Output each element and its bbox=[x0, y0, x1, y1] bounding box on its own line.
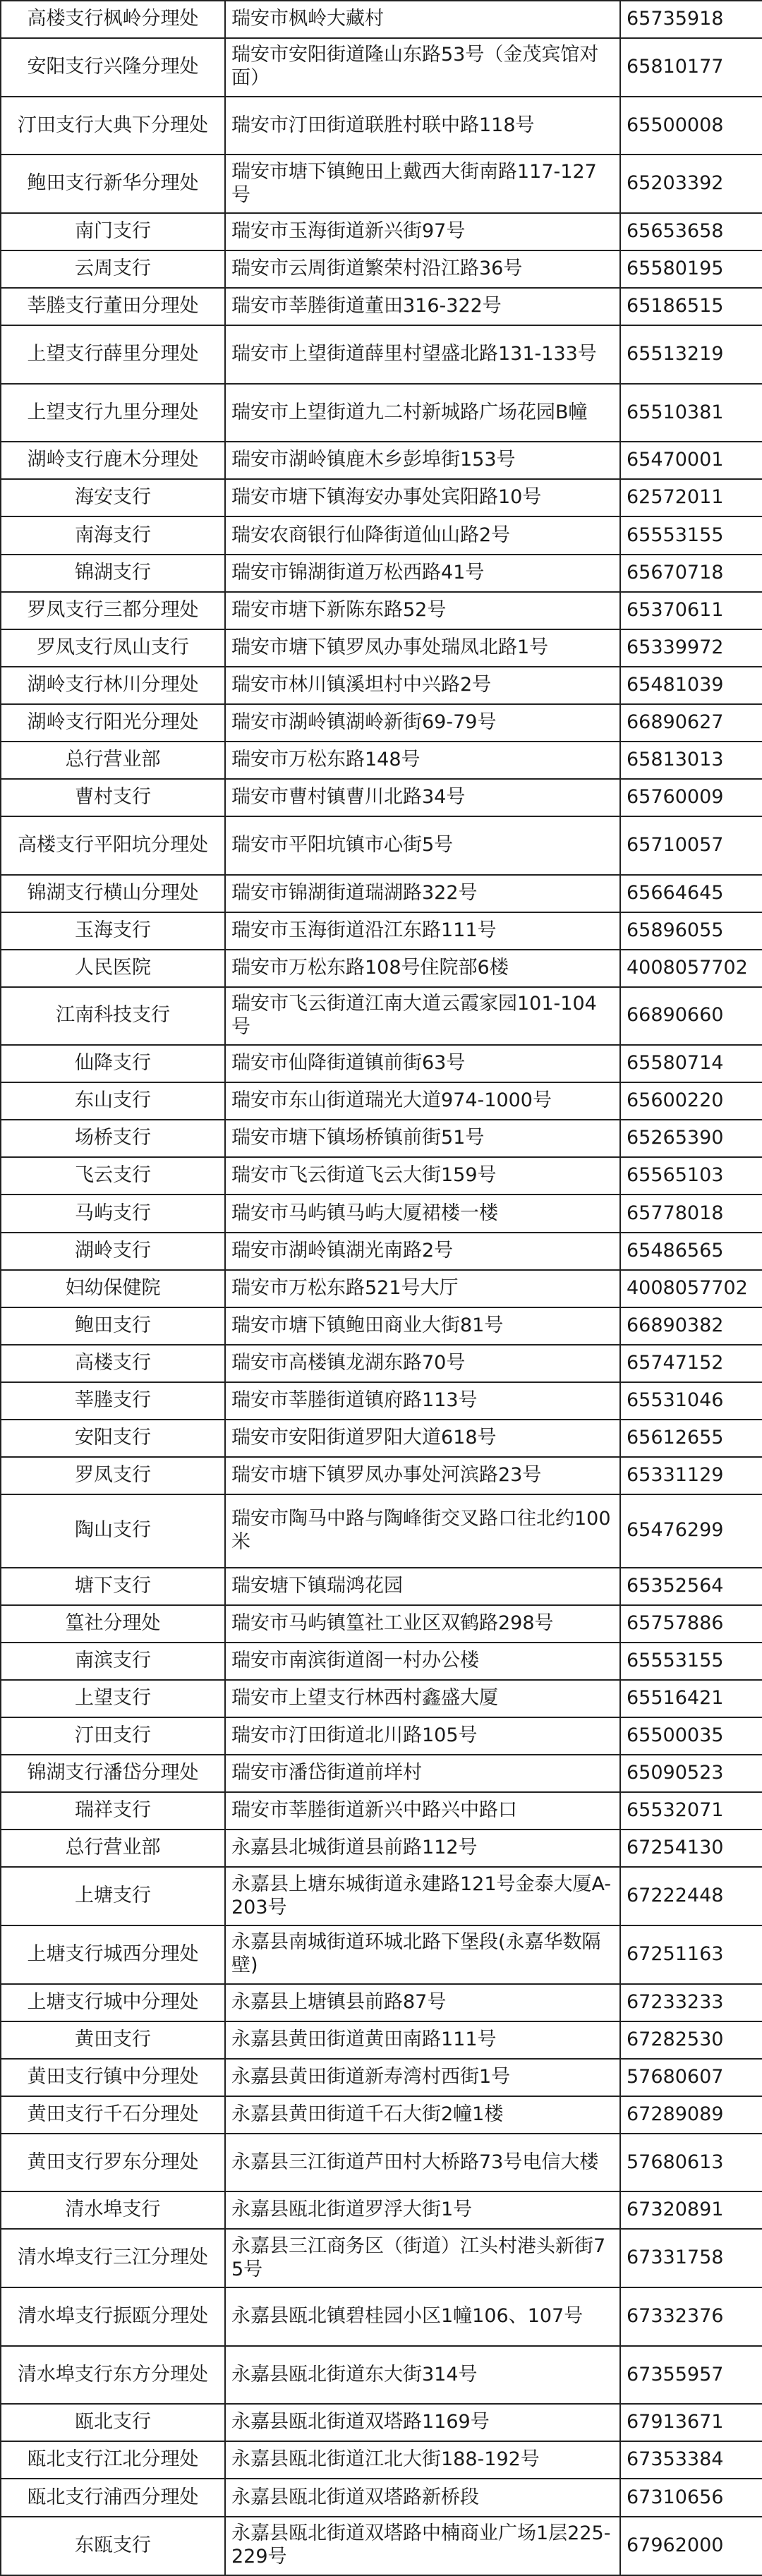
branch-phone: 65486565 bbox=[620, 1233, 762, 1270]
branch-phone: 65476299 bbox=[620, 1494, 762, 1568]
branch-address: 瑞安市东山街道瑞光大道974-1000号 bbox=[225, 1082, 620, 1120]
branch-name: 锦湖支行横山分理处 bbox=[1, 875, 225, 912]
branch-phone: 65500008 bbox=[620, 97, 762, 155]
branch-phone: 67332376 bbox=[620, 2287, 762, 2346]
branch-name: 高楼支行枫岭分理处 bbox=[1, 1, 225, 38]
branch-name: 高楼支行平阳坑分理处 bbox=[1, 816, 225, 875]
branch-phone: 65813013 bbox=[620, 742, 762, 779]
table-row bbox=[1, 1157, 762, 1195]
branch-phone: 65516421 bbox=[620, 1680, 762, 1717]
branch-name: 篁社分理处 bbox=[1, 1605, 225, 1643]
branch-name: 鲍田支行新华分理处 bbox=[1, 155, 225, 213]
branch-name: 玉海支行 bbox=[1, 912, 225, 950]
branch-phone: 67222448 bbox=[620, 1867, 762, 1925]
branch-phone: 65339972 bbox=[620, 629, 762, 667]
branch-phone: 67353384 bbox=[620, 2441, 762, 2479]
branch-address: 瑞安市塘下镇场桥镇前街51号 bbox=[225, 1120, 620, 1157]
branch-phone: 65510381 bbox=[620, 384, 762, 442]
branch-phone: 4008057702 bbox=[620, 950, 762, 987]
branch-phone: 65778018 bbox=[620, 1195, 762, 1232]
table-row bbox=[1, 1195, 762, 1232]
branch-address: 瑞安市汀田街道北川路105号 bbox=[225, 1717, 620, 1755]
branch-phone: 65553155 bbox=[620, 516, 762, 554]
branch-phone: 67282530 bbox=[620, 2021, 762, 2059]
table-row bbox=[1, 97, 762, 155]
branch-name: 马屿支行 bbox=[1, 1195, 225, 1232]
branch-name: 云周支行 bbox=[1, 250, 225, 288]
branch-phone: 67913671 bbox=[620, 2404, 762, 2441]
table-row bbox=[1, 442, 762, 479]
branch-phone: 65735918 bbox=[620, 1, 762, 38]
branch-phone: 65896055 bbox=[620, 912, 762, 950]
branch-address: 永嘉县三江街道芦田村大桥路73号电信大楼 bbox=[225, 2134, 620, 2192]
table-row bbox=[1, 2479, 762, 2516]
table-row bbox=[1, 1605, 762, 1643]
branch-address: 瑞安市莘塍街道董田316-322号 bbox=[225, 288, 620, 325]
branch-address: 瑞安市莘塍街道新兴中路兴中路口 bbox=[225, 1792, 620, 1830]
branch-phone: 65090523 bbox=[620, 1755, 762, 1792]
table-row bbox=[1, 38, 762, 97]
branch-name: 海安支行 bbox=[1, 479, 225, 516]
branch-address: 瑞安市塘下镇鲍田商业大街81号 bbox=[225, 1307, 620, 1345]
branch-address: 永嘉县黄田街道黄田南路111号 bbox=[225, 2021, 620, 2059]
branch-name: 瓯北支行 bbox=[1, 2404, 225, 2441]
branch-address: 瑞安市汀田街道联胜村联中路118号 bbox=[225, 97, 620, 155]
branch-address: 永嘉县南城街道环城北路下堡段(永嘉华数隔壁) bbox=[225, 1925, 620, 1984]
table-row bbox=[1, 1792, 762, 1830]
table-row bbox=[1, 950, 762, 987]
branch-name: 上望支行薛里分理处 bbox=[1, 325, 225, 384]
branch-name: 罗凤支行三都分理处 bbox=[1, 592, 225, 629]
branch-name: 总行营业部 bbox=[1, 1830, 225, 1867]
branch-address: 瑞安市湖岭镇湖岭新街69-79号 bbox=[225, 704, 620, 742]
branch-phone: 65203392 bbox=[620, 155, 762, 213]
branch-name: 妇幼保健院 bbox=[1, 1270, 225, 1307]
table-row bbox=[1, 667, 762, 704]
branch-phone: 67310656 bbox=[620, 2479, 762, 2516]
branch-phone: 67962000 bbox=[620, 2517, 762, 2575]
table-row bbox=[1, 1382, 762, 1420]
branch-phone: 4008057702 bbox=[620, 1270, 762, 1307]
branch-address: 瑞安市曹村镇曹川北路34号 bbox=[225, 779, 620, 816]
branch-name: 清水埠支行振瓯分理处 bbox=[1, 2287, 225, 2346]
branch-name: 黄田支行 bbox=[1, 2021, 225, 2059]
table-row bbox=[1, 1270, 762, 1307]
branch-address: 永嘉县黄田街道千石大街2幢1楼 bbox=[225, 2096, 620, 2134]
branch-phone: 66890627 bbox=[620, 704, 762, 742]
table-row bbox=[1, 1717, 762, 1755]
branch-phone: 65186515 bbox=[620, 288, 762, 325]
branch-address: 瑞安市塘下镇罗凤办事处河滨路23号 bbox=[225, 1457, 620, 1494]
branch-phone: 65670718 bbox=[620, 555, 762, 592]
branch-phone: 65532071 bbox=[620, 1792, 762, 1830]
branch-address: 瑞安市上望街道九二村新城路广场花园B幢 bbox=[225, 384, 620, 442]
branch-name: 高楼支行 bbox=[1, 1345, 225, 1382]
branch-address: 永嘉县瓯北街道双塔路新桥段 bbox=[225, 2479, 620, 2516]
table-row bbox=[1, 1494, 762, 1568]
branch-address: 瑞安市玉海街道沿江东路111号 bbox=[225, 912, 620, 950]
branch-address: 瑞安市马屿镇马屿大厦裙楼一楼 bbox=[225, 1195, 620, 1232]
table-row bbox=[1, 704, 762, 742]
branch-address: 永嘉县瓯北街道罗浮大街1号 bbox=[225, 2191, 620, 2229]
branch-name: 陶山支行 bbox=[1, 1494, 225, 1568]
branch-name: 罗凤支行 bbox=[1, 1457, 225, 1494]
branch-address: 永嘉县上塘东城街道永建路121号金泰大厦A-203号 bbox=[225, 1867, 620, 1925]
branch-address: 永嘉县北城街道县前路112号 bbox=[225, 1830, 620, 1867]
branch-name: 罗凤支行凤山支行 bbox=[1, 629, 225, 667]
table-row bbox=[1, 2059, 762, 2096]
branch-phone: 67355957 bbox=[620, 2346, 762, 2405]
branch-name: 锦湖支行潘岱分理处 bbox=[1, 1755, 225, 1792]
branch-phone: 65565103 bbox=[620, 1157, 762, 1195]
branch-name: 黄田支行千石分理处 bbox=[1, 2096, 225, 2134]
table-row bbox=[1, 1233, 762, 1270]
branch-name: 湖岭支行 bbox=[1, 1233, 225, 1270]
branch-address: 瑞安市锦湖街道瑞湖路322号 bbox=[225, 875, 620, 912]
branch-address: 瑞安市高楼镇龙湖东路70号 bbox=[225, 1345, 620, 1382]
table-row bbox=[1, 1984, 762, 2021]
branch-address: 永嘉县瓯北街道双塔路1169号 bbox=[225, 2404, 620, 2441]
table-row bbox=[1, 1830, 762, 1867]
branch-address: 瑞安市安阳街道罗阳大道618号 bbox=[225, 1420, 620, 1457]
branch-address: 永嘉县瓯北街道双塔路中楠商业广场1层225-229号 bbox=[225, 2517, 620, 2575]
branch-name: 瓯北支行浦西分理处 bbox=[1, 2479, 225, 2516]
table-row bbox=[1, 1420, 762, 1457]
table-row bbox=[1, 816, 762, 875]
branch-name: 场桥支行 bbox=[1, 1120, 225, 1157]
branch-address: 瑞安市塘下镇鲍田上戴西大街南路117-127号 bbox=[225, 155, 620, 213]
table-row bbox=[1, 1643, 762, 1680]
branch-phone: 65553155 bbox=[620, 1643, 762, 1680]
branch-address: 瑞安市陶马中路与陶峰街交叉路口往北约100米 bbox=[225, 1494, 620, 1568]
table-row bbox=[1, 516, 762, 554]
branch-phone: 65370611 bbox=[620, 592, 762, 629]
branch-name: 上塘支行城西分理处 bbox=[1, 1925, 225, 1984]
table-row bbox=[1, 2517, 762, 2575]
branch-address: 瑞安市马屿镇篁社工业区双鹤路298号 bbox=[225, 1605, 620, 1643]
table-row bbox=[1, 629, 762, 667]
table-row bbox=[1, 1120, 762, 1157]
branch-phone: 65531046 bbox=[620, 1382, 762, 1420]
table-row bbox=[1, 555, 762, 592]
table-row bbox=[1, 1345, 762, 1382]
branch-address: 瑞安市飞云街道飞云大街159号 bbox=[225, 1157, 620, 1195]
table-row bbox=[1, 1925, 762, 1984]
branch-phone: 62572011 bbox=[620, 479, 762, 516]
branch-name: 莘塍支行 bbox=[1, 1382, 225, 1420]
branch-address: 瑞安市塘下镇罗凤办事处瑞凤北路1号 bbox=[225, 629, 620, 667]
branch-name: 飞云支行 bbox=[1, 1157, 225, 1195]
branch-name: 总行营业部 bbox=[1, 742, 225, 779]
branch-name: 南门支行 bbox=[1, 213, 225, 250]
branch-phone: 65653658 bbox=[620, 213, 762, 250]
table-row bbox=[1, 250, 762, 288]
branch-name: 仙降支行 bbox=[1, 1045, 225, 1082]
branch-phone: 67251163 bbox=[620, 1925, 762, 1984]
branch-address: 瑞安市玉海街道新兴街97号 bbox=[225, 213, 620, 250]
branch-phone: 57680613 bbox=[620, 2134, 762, 2192]
table-row bbox=[1, 1680, 762, 1717]
branch-phone: 65612655 bbox=[620, 1420, 762, 1457]
branch-address: 瑞安市林川镇溪坦村中兴路2号 bbox=[225, 667, 620, 704]
branch-address: 瑞安市枫岭大藏村 bbox=[225, 1, 620, 38]
branch-phone: 65500035 bbox=[620, 1717, 762, 1755]
table-row bbox=[1, 2021, 762, 2059]
branch-phone: 65580714 bbox=[620, 1045, 762, 1082]
table-row bbox=[1, 2096, 762, 2134]
table-row bbox=[1, 1867, 762, 1925]
branch-address: 瑞安市潘岱街道前垟村 bbox=[225, 1755, 620, 1792]
branch-name: 湖岭支行鹿木分理处 bbox=[1, 442, 225, 479]
branch-phone: 67233233 bbox=[620, 1984, 762, 2021]
branch-phone: 65710057 bbox=[620, 816, 762, 875]
table-row bbox=[1, 1457, 762, 1494]
branch-name: 瓯北支行江北分理处 bbox=[1, 2441, 225, 2479]
branch-phone: 65352564 bbox=[620, 1568, 762, 1605]
branch-table-body bbox=[1, 1, 762, 2575]
branch-address: 瑞安市南滨街道阁一村办公楼 bbox=[225, 1643, 620, 1680]
table-row bbox=[1, 1082, 762, 1120]
branch-name: 汀田支行 bbox=[1, 1717, 225, 1755]
branch-phone: 65757886 bbox=[620, 1605, 762, 1643]
branch-address: 永嘉县上塘镇县前路87号 bbox=[225, 1984, 620, 2021]
branch-address: 瑞安市万松东路108号住院部6楼 bbox=[225, 950, 620, 987]
branch-phone: 65331129 bbox=[620, 1457, 762, 1494]
branch-address: 瑞安市塘下镇海安办事处宾阳路10号 bbox=[225, 479, 620, 516]
branch-name: 安阳支行兴隆分理处 bbox=[1, 38, 225, 97]
branch-name: 清水埠支行 bbox=[1, 2191, 225, 2229]
branch-phone: 65600220 bbox=[620, 1082, 762, 1120]
branch-name: 上望支行九里分理处 bbox=[1, 384, 225, 442]
branch-phone: 65481039 bbox=[620, 667, 762, 704]
branch-name: 塘下支行 bbox=[1, 1568, 225, 1605]
branch-address: 瑞安市云周街道繁荣村沿江路36号 bbox=[225, 250, 620, 288]
branch-address: 瑞安塘下镇瑞鸿花园 bbox=[225, 1568, 620, 1605]
branch-address: 瑞安市上望支行林西村鑫盛大厦 bbox=[225, 1680, 620, 1717]
branch-address: 永嘉县瓯北镇碧桂园小区1幢106、107号 bbox=[225, 2287, 620, 2346]
branch-name: 黄田支行镇中分理处 bbox=[1, 2059, 225, 2096]
branch-address: 瑞安市仙降街道镇前街63号 bbox=[225, 1045, 620, 1082]
table-row bbox=[1, 384, 762, 442]
table-row bbox=[1, 325, 762, 384]
branch-name: 安阳支行 bbox=[1, 1420, 225, 1457]
branch-address: 瑞安市安阳街道隆山东路53号（金茂宾馆对面） bbox=[225, 38, 620, 97]
table-row bbox=[1, 2191, 762, 2229]
table-row bbox=[1, 1307, 762, 1345]
table-row bbox=[1, 742, 762, 779]
branch-phone: 65265390 bbox=[620, 1120, 762, 1157]
branch-name: 瑞祥支行 bbox=[1, 1792, 225, 1830]
branch-name: 南海支行 bbox=[1, 516, 225, 554]
branch-phone: 67331758 bbox=[620, 2229, 762, 2287]
branch-phone: 66890660 bbox=[620, 987, 762, 1046]
branch-address: 瑞安市湖岭镇鹿木乡彭埠街153号 bbox=[225, 442, 620, 479]
branch-name: 清水埠支行东方分理处 bbox=[1, 2346, 225, 2405]
branch-address: 瑞安市湖岭镇湖光南路2号 bbox=[225, 1233, 620, 1270]
branch-name: 东瓯支行 bbox=[1, 2517, 225, 2575]
branch-phone: 65580195 bbox=[620, 250, 762, 288]
table-row bbox=[1, 1568, 762, 1605]
table-row bbox=[1, 912, 762, 950]
table-row bbox=[1, 592, 762, 629]
branch-phone: 65760009 bbox=[620, 779, 762, 816]
branch-name: 南滨支行 bbox=[1, 1643, 225, 1680]
branch-phone: 65513219 bbox=[620, 325, 762, 384]
branch-phone: 67254130 bbox=[620, 1830, 762, 1867]
branch-name: 锦湖支行 bbox=[1, 555, 225, 592]
branch-address: 瑞安市塘下新陈东路52号 bbox=[225, 592, 620, 629]
table-row bbox=[1, 479, 762, 516]
branch-name: 汀田支行大典下分理处 bbox=[1, 97, 225, 155]
table-row bbox=[1, 2229, 762, 2287]
branch-phone: 67289089 bbox=[620, 2096, 762, 2134]
branch-address: 永嘉县黄田街道新寿湾村西街1号 bbox=[225, 2059, 620, 2096]
branch-phone: 65664645 bbox=[620, 875, 762, 912]
table-row bbox=[1, 2287, 762, 2346]
table-row bbox=[1, 288, 762, 325]
branch-name: 江南科技支行 bbox=[1, 987, 225, 1046]
branch-name: 黄田支行罗东分理处 bbox=[1, 2134, 225, 2192]
branch-name: 湖岭支行阳光分理处 bbox=[1, 704, 225, 742]
branch-name: 莘塍支行董田分理处 bbox=[1, 288, 225, 325]
table-row bbox=[1, 1755, 762, 1792]
branch-address: 瑞安市上望街道薛里村望盛北路131-133号 bbox=[225, 325, 620, 384]
branch-address: 永嘉县瓯北街道江北大街188-192号 bbox=[225, 2441, 620, 2479]
table-row bbox=[1, 1, 762, 38]
branch-name: 人民医院 bbox=[1, 950, 225, 987]
branch-name: 上塘支行城中分理处 bbox=[1, 1984, 225, 2021]
table-row bbox=[1, 875, 762, 912]
table-row bbox=[1, 987, 762, 1046]
table-row bbox=[1, 213, 762, 250]
branch-name: 上望支行 bbox=[1, 1680, 225, 1717]
branch-address: 瑞安市万松东路521号大厅 bbox=[225, 1270, 620, 1307]
branch-address: 瑞安市锦湖街道万松西路41号 bbox=[225, 555, 620, 592]
table-row bbox=[1, 2134, 762, 2192]
branch-address: 瑞安市飞云街道江南大道云霞家园101-104号 bbox=[225, 987, 620, 1046]
branch-address: 永嘉县瓯北街道东大街314号 bbox=[225, 2346, 620, 2405]
branch-address: 永嘉县三江商务区（街道）江头村港头新街75号 bbox=[225, 2229, 620, 2287]
branch-phone: 66890382 bbox=[620, 1307, 762, 1345]
table-row bbox=[1, 2404, 762, 2441]
branch-name: 清水埠支行三江分理处 bbox=[1, 2229, 225, 2287]
table-row bbox=[1, 1045, 762, 1082]
branch-address: 瑞安市万松东路148号 bbox=[225, 742, 620, 779]
branch-phone: 65470001 bbox=[620, 442, 762, 479]
branch-name: 曹村支行 bbox=[1, 779, 225, 816]
branch-phone: 65747152 bbox=[620, 1345, 762, 1382]
branch-phone: 57680607 bbox=[620, 2059, 762, 2096]
table-row bbox=[1, 2441, 762, 2479]
branch-name: 东山支行 bbox=[1, 1082, 225, 1120]
branch-name: 鲍田支行 bbox=[1, 1307, 225, 1345]
branch-name: 上塘支行 bbox=[1, 1867, 225, 1925]
table-row bbox=[1, 779, 762, 816]
branch-name: 湖岭支行林川分理处 bbox=[1, 667, 225, 704]
branch-phone: 67320891 bbox=[620, 2191, 762, 2229]
branch-phone: 65810177 bbox=[620, 38, 762, 97]
table-row bbox=[1, 2346, 762, 2405]
branch-address: 瑞安农商银行仙降街道仙山路2号 bbox=[225, 516, 620, 554]
branch-address: 瑞安市莘塍街道镇府路113号 bbox=[225, 1382, 620, 1420]
branch-address: 瑞安市平阳坑镇市心街5号 bbox=[225, 816, 620, 875]
table-row bbox=[1, 155, 762, 213]
